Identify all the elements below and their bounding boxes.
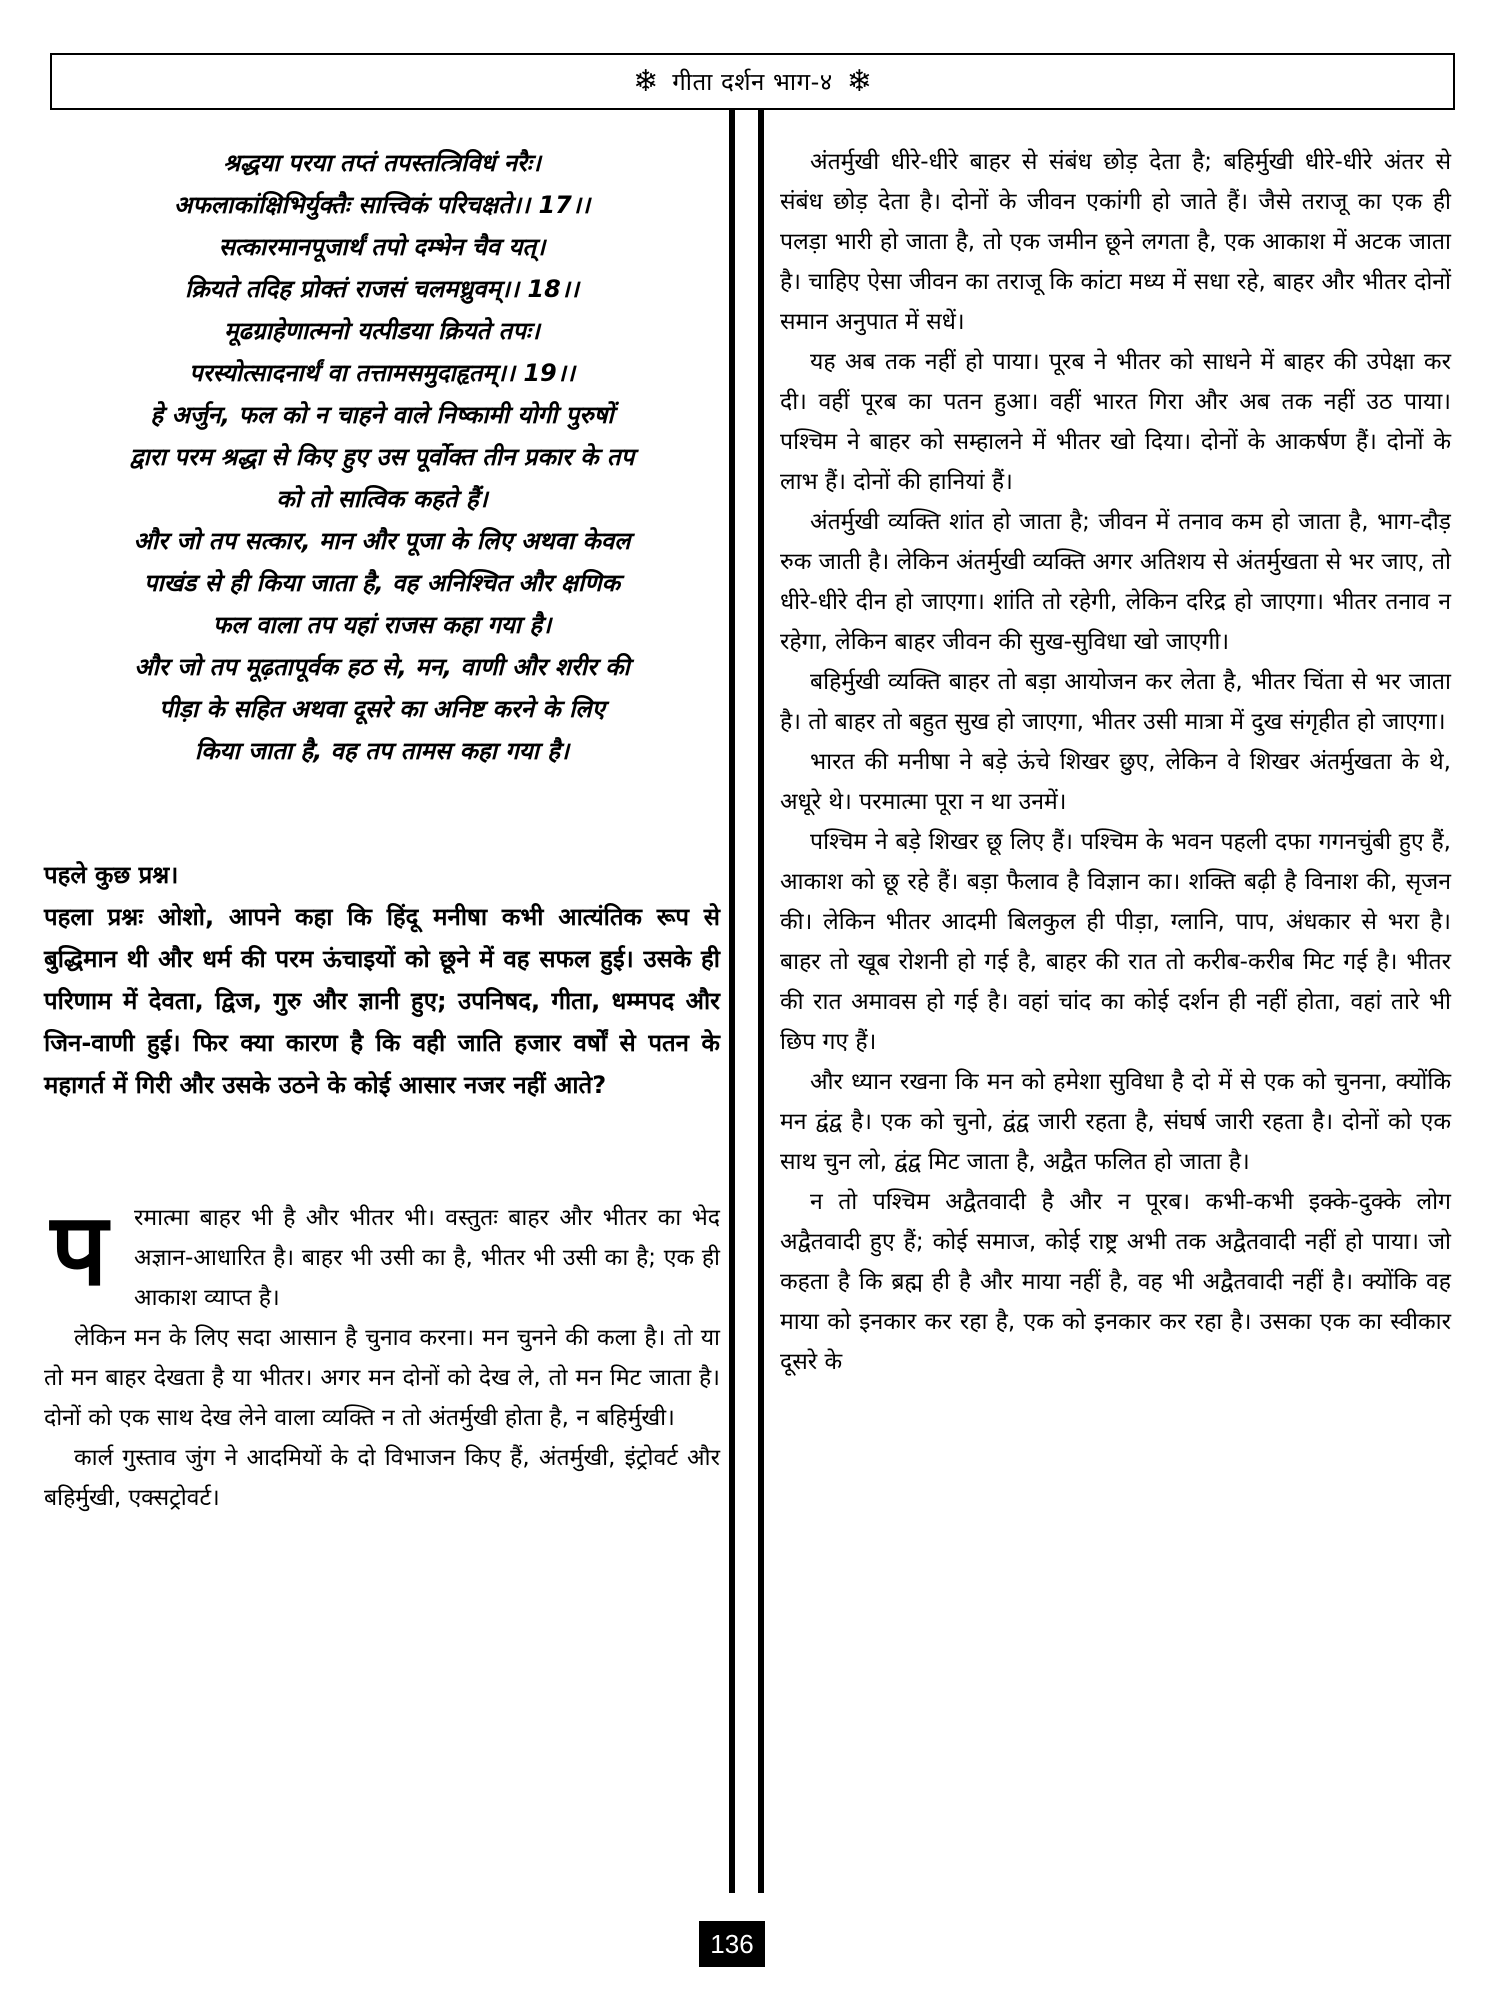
translation-line: और जो तप सत्कार, मान और पूजा के लिए अथवा केवल [133, 527, 631, 555]
running-header [50, 53, 1455, 110]
question-text: पहला प्रश्नः ओशो, आपने कहा कि हिंदू मनीषा कभी आत्यंतिक रूप से बुद्धिमान थी और धर्म की परम ऊंचाइयों को छूने में वह सफल हुई। उसके ही परिणाम में देवता, द्विज, गुरु और ज्ञानी हुए; उपनिषद, गीता, धम्मपद और जिन-वाणी हुई। फिर क्या कारण है कि वही जाति हजार वर्षों से पतन के महागर्त में गिरी और उसके उठने के कोई आसार नजर नहीं आते? [44, 903, 720, 1099]
body-paragraph: लेकिन मन के लिए सदा आसान है चुनाव करना। मन चुनने की कला है। तो या तो मन बाहर देखता है या भीतर। अगर मन दोनों को देख ले, तो मन मिट जाता है। दोनों को एक साथ देख लेने वाला व्यक्ति न तो अंतर्मुखी होता है, न बहिर्मुखी। [44, 1325, 720, 1431]
body-paragraph: अंतर्मुखी व्यक्ति शांत हो जाता है; जीवन में तनाव कम हो जाता है, भाग-दौड़ रुक जाती है। लेकिन अंतर्मुखी व्यक्ति अगर अतिशय से अंतर्मुखता से भर जाए, तो धीरे-धीरे दीन हो जाएगा। शांति तो रहेगी, लेकिन दरिद्र हो जाएगा। भीतर तनाव न रहेगा, लेकिन बाहर जीवन की सुख-सुविधा खो जाएगी। [780, 509, 1451, 655]
column-divider-right [758, 108, 764, 1893]
left-column [44, 142, 720, 1518]
translation-line: और जो तप मूढ़तापूर्वक हठ से, मन, वाणी और शरीर की [134, 653, 630, 681]
verse-line: श्रद्धया परया तप्तं तपस्तत्त्रिविधं नरैः। [223, 149, 541, 177]
verse-line: सत्कारमानपूजार्थं तपो दम्भेन चैव यत्। [218, 233, 546, 261]
body-paragraph: पश्चिम ने बड़े शिखर छू लिए हैं। पश्चिम के भवन पहली दफा गगनचुंबी हुए हैं, आकाश को छू रहे हैं। बड़ा फैलाव है विज्ञान का। शक्ति बढ़ी है विनाश की, सृजन की। लेकिन भीतर आदमी बिलकुल ही पीड़ा, ग्लानि, पाप, अंधकार से भरा है। बाहर तो खूब रोशनी हो गई है, बाहर की रात तो करीब-करीब मिट गई है। भीतर की रात अमावस हो गई है। वहां चांद का कोई दर्शन ही नहीं होता, वहां तारे भी छिप गए हैं। [780, 829, 1451, 1055]
translation-line: किया जाता है, वह तप तामस कहा गया है। [194, 737, 570, 765]
body-paragraph: यह अब तक नहीं हो पाया। पूरब ने भीतर को साधने में बाहर की उपेक्षा कर दी। वहीं पूरब का पतन हुआ। वहीं भारत गिरा और अब तक नहीं उठ पाया। पश्चिम ने बाहर को सम्हालने में भीतर खो दिया। दोनों के आकर्षण हैं। दोनों के लाभ हैं। दोनों की हानियां हैं। [780, 349, 1451, 495]
body-paragraph: बहिर्मुखी व्यक्ति बाहर तो बड़ा आयोजन कर लेता है, भीतर चिंता से भर जाता है। तो बाहर तो बहुत सुख हो जाएगा, भीतर उसी मात्रा में दुख संगृहीत हो जाएगा। [780, 669, 1451, 735]
translation-line: पीड़ा के सहित अथवा दूसरे का अनिष्ट करने के लिए [159, 695, 605, 723]
translation-line: को तो सात्विक कहते हैं। [276, 485, 488, 513]
verse-line: परस्योत्सादनार्थं वा तत्तामसमुदाहृतम्।। 19।। [189, 359, 575, 387]
right-column [780, 142, 1451, 1382]
question-heading: पहले कुछ प्रश्न। [44, 861, 179, 889]
body-paragraph: रमात्मा बाहर भी है और भीतर भी। वस्तुतः बाहर और भीतर का भेद अज्ञान-आधारित है। बाहर भी उसी का है, भीतर भी उसी का है; एक ही आकाश व्याप्त है। [134, 1205, 720, 1311]
body-paragraph: और ध्यान रखना कि मन को हमेशा सुविधा है दो में से एक को चुनना, क्योंकि मन द्वंद्व है। एक को चुनो, द्वंद्व जारी रहता है, संघर्ष जारी रहता है। दोनों को एक साथ चुन लो, द्वंद्व मिट जाता है, अद्वैत फलित हो जाता है। [780, 1069, 1451, 1175]
verse-block [44, 142, 720, 772]
drop-cap: प [50, 1191, 108, 1308]
question-block [44, 854, 720, 1106]
translation-line: द्वारा परम श्रद्धा से किए हुए उस पूर्वोक्त तीन प्रकार के तप [129, 443, 635, 471]
translation-line: हे अर्जुन, फल को न चाहने वाले निष्कामी योगी पुरुषों [150, 401, 614, 429]
body-paragraph: न तो पश्चिम अद्वैतवादी है और न पूरब। कभी-कभी इक्के-दुक्के लोग अद्वैतवादी हुए हैं; कोई समाज, कोई राष्ट्र अभी तक अद्वैतवादी नहीं हो पाया। जो कहता है कि ब्रह्म ही है और माया नहीं है, वह भी अद्वैतवादी नहीं है। क्योंकि वह माया को इनकार कर रहा है, एक को इनकार कर रहा है। उसका एक का स्वीकार दूसरे के [780, 1189, 1451, 1375]
book-title: गीता दर्शन भाग-४ [672, 68, 833, 96]
body-paragraph: अंतर्मुखी धीरे-धीरे बाहर से संबंध छोड़ देता है; बहिर्मुखी धीरे-धीरे अंतर से संबंध छोड़ देता है। दोनों के जीवन एकांगी हो जाते हैं। जैसे तराजू का एक ही पलड़ा भारी हो जाता है, तो एक जमीन छूने लगता है, एक आकाश में अटक जाता है। चाहिए ऐसा जीवन का तराजू कि कांटा मध्य में सधा रहे, बाहर और भीतर दोनों समान अनुपात में सधें। [780, 149, 1451, 335]
body-paragraph: कार्ल गुस्ताव जुंग ने आदमियों के दो विभाजन किए हैं, अंतर्मुखी, इंट्रोवर्ट और बहिर्मुखी, एक्सट्रोवर्ट। [44, 1445, 720, 1511]
body-paragraph: भारत की मनीषा ने बड़े ऊंचे शिखर छुए, लेकिन वे शिखर अंतर्मुखता के थे, अधूरे थे। परमात्मा पूरा न था उनमें। [780, 749, 1451, 815]
verse-line: क्रियते तदिह प्रोक्तं राजसं चलमध्रुवम्।। 18।। [185, 275, 579, 303]
snowflake-ornament-right-icon: ❄ [846, 63, 872, 99]
translation-line: फल वाला तप यहां राजस कहा गया है। [212, 611, 552, 639]
answer-opening [44, 1191, 720, 1318]
translation-line: पाखंड से ही किया जाता है, वह अनिश्चित और क्षणिक [143, 569, 621, 597]
verse-line: अफलाकांक्षिभिर्युक्तैः सात्त्विकं परिचक्षते।। 17।। [173, 191, 591, 219]
page-number: 136 [699, 1921, 765, 1967]
column-divider-left [729, 108, 735, 1893]
snowflake-ornament-left-icon: ❄ [633, 63, 659, 99]
verse-line: मूढग्राहेणात्मनो यत्पीडया क्रियते तपः। [224, 317, 540, 345]
